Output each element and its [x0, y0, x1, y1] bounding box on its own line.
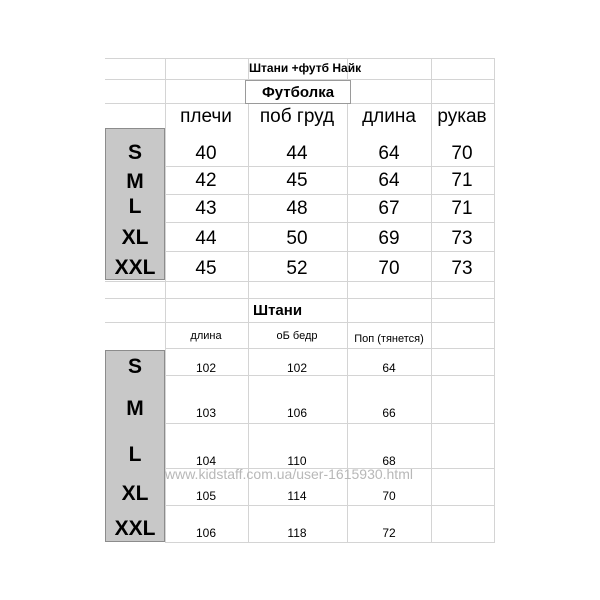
pants-cell: 102	[195, 361, 217, 375]
tshirt-col-header: длина	[362, 106, 416, 127]
pants-cell: 102	[286, 361, 308, 375]
tshirt-size-label: M	[126, 170, 144, 193]
tshirt-size-label: S	[127, 141, 143, 164]
pants-cell: 66	[382, 406, 396, 420]
tshirt-cell: 71	[451, 170, 473, 191]
pants-cell: 114	[287, 489, 307, 503]
tshirt-cell: 45	[286, 170, 308, 191]
pants-cell: 106	[286, 406, 308, 420]
tshirt-heading-box	[245, 80, 351, 104]
pants-size-label: S	[127, 355, 143, 378]
tshirt-cell: 64	[378, 170, 400, 191]
tshirt-cell: 50	[286, 228, 308, 249]
pants-cell: 104	[195, 454, 217, 468]
tshirt-col-header: плечи	[180, 106, 232, 127]
tshirt-size-label: XL	[121, 226, 149, 249]
tshirt-size-label: L	[128, 195, 142, 218]
tshirt-col-header: поб груд	[259, 106, 335, 127]
tshirt-cell: 40	[195, 143, 217, 164]
pants-size-label: L	[128, 443, 142, 466]
tshirt-heading: Футболка	[261, 83, 335, 101]
tshirt-size-label: XXL	[114, 256, 156, 279]
tshirt-cell: 45	[195, 258, 217, 279]
pants-cell: 118	[287, 526, 307, 540]
pants-size-label: M	[126, 397, 144, 420]
pants-cell: 103	[195, 406, 217, 420]
tshirt-cell: 71	[451, 198, 473, 219]
tshirt-cell: 64	[378, 143, 400, 164]
pants-heading: Штани	[253, 302, 303, 319]
pants-size-label: XXL	[114, 517, 156, 540]
watermark: www.kidstaff.com.ua/user-1615930.html	[165, 466, 413, 482]
pants-cell: 68	[382, 454, 396, 468]
tshirt-cell: 70	[378, 258, 400, 279]
pants-cell: 105	[195, 489, 217, 503]
pants-col-header: длина	[190, 330, 222, 342]
tshirt-cell: 43	[195, 198, 217, 219]
tshirt-cell: 42	[195, 170, 217, 191]
tshirt-cell: 52	[286, 258, 308, 279]
sheet-title: Штани +футб Найк	[249, 61, 362, 75]
tshirt-cell: 70	[451, 143, 473, 164]
pants-cell: 106	[195, 526, 217, 540]
tshirt-cell: 48	[286, 198, 308, 219]
pants-col-header: Поп (тянется)	[354, 333, 424, 345]
tshirt-col-header: рукав	[437, 106, 487, 127]
pants-cell: 110	[287, 454, 307, 468]
tshirt-cell: 44	[195, 228, 217, 249]
tshirt-cell: 67	[378, 198, 400, 219]
pants-cell: 72	[382, 526, 396, 540]
pants-cell: 70	[382, 489, 396, 503]
tshirt-cell: 73	[451, 228, 473, 249]
pants-cell: 64	[382, 361, 396, 375]
pants-col-header: оБ бедр	[276, 330, 318, 342]
tshirt-cell: 44	[286, 143, 308, 164]
tshirt-cell: 69	[378, 228, 400, 249]
pants-size-label: XL	[121, 482, 149, 505]
tshirt-cell: 73	[451, 258, 473, 279]
